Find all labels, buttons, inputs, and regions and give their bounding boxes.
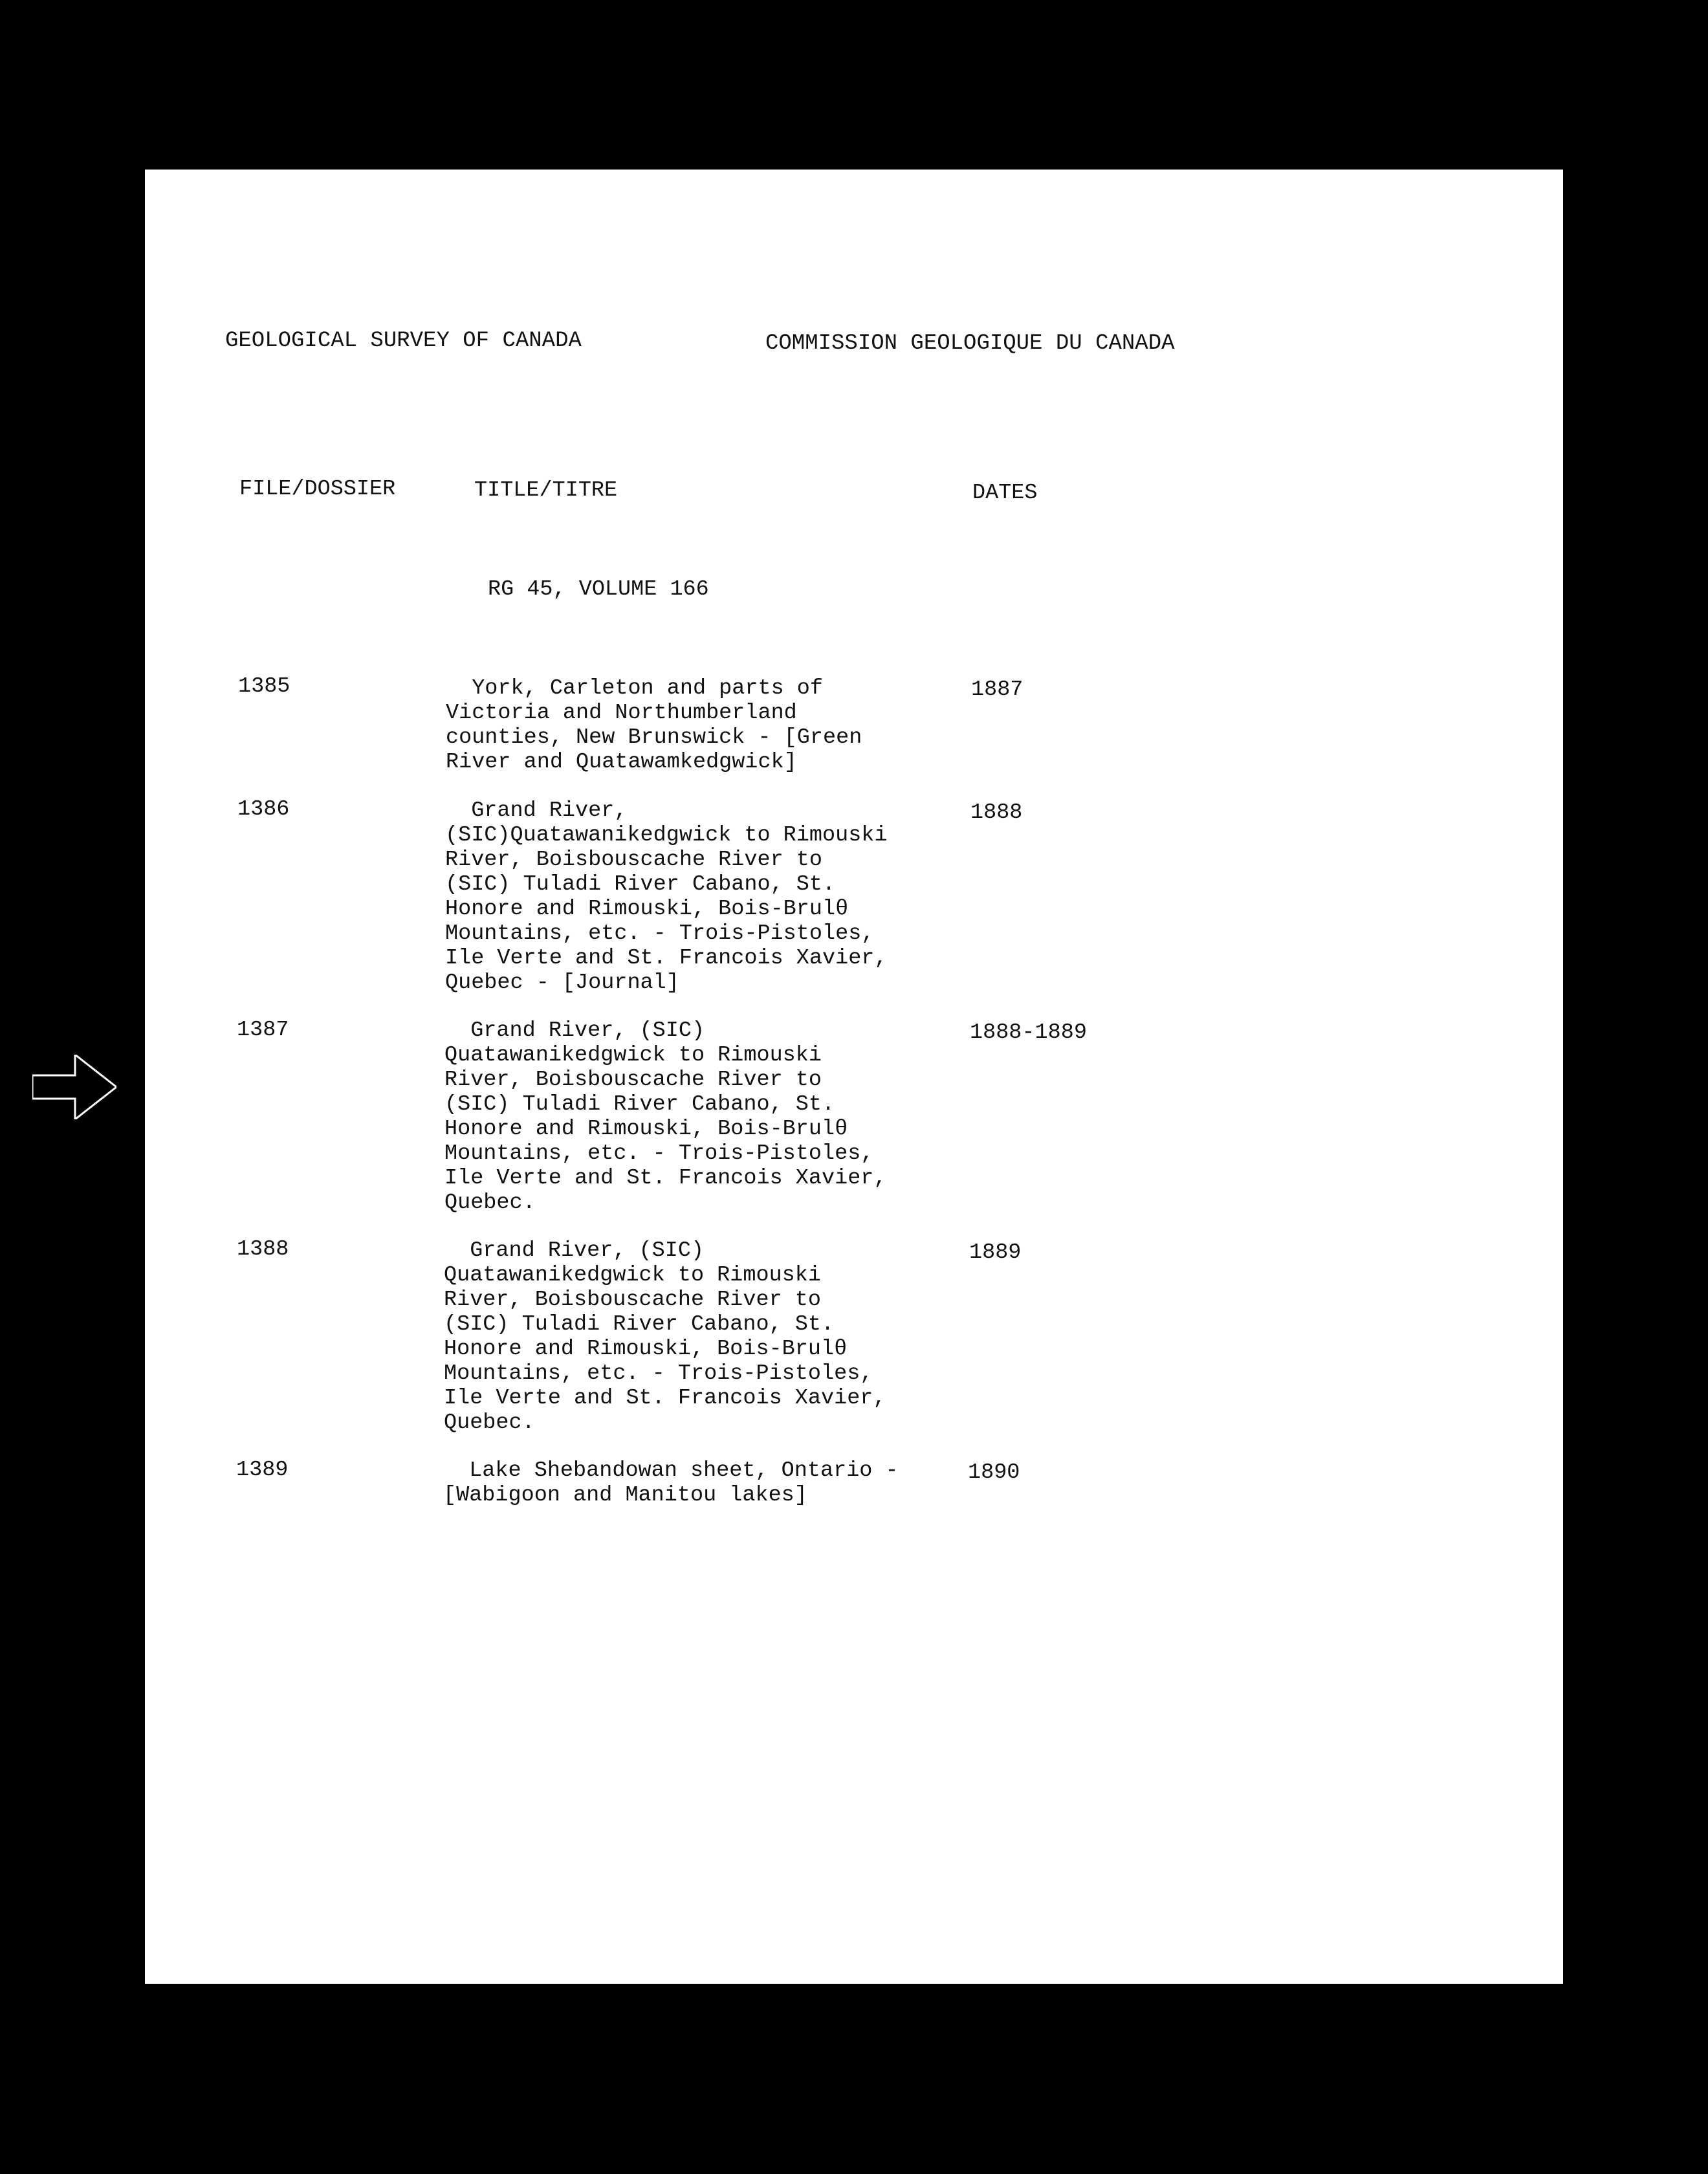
file-title: Grand River, (SIC) Quatawanikedgwick to Rimouski River, Boisbouscache River to (SIC) Tuladi River Cabano, St. Honore and Rimouski, Bois-Brulθ Mountains, etc. - Trois-Pistoles, Ile Verte and St. Francois Xavier, Quebec. bbox=[444, 1238, 886, 1435]
header-french: COMMISSION GEOLOGIQUE DU CANADA bbox=[765, 331, 1175, 356]
column-header-file: FILE/DOSSIER bbox=[239, 477, 396, 501]
file-title: York, Carleton and parts of Victoria and Northumberland counties, New Brunswick - [Green River and Quatawamkedgwick] bbox=[446, 676, 862, 774]
header-english: GEOLOGICAL SURVEY OF CANADA bbox=[225, 329, 582, 353]
column-header-title: TITLE/TITRE bbox=[474, 478, 618, 503]
file-dates: 1887 bbox=[971, 677, 1024, 702]
file-dates: 1889 bbox=[969, 1240, 1022, 1265]
volume-heading: RG 45, VOLUME 166 bbox=[488, 577, 709, 602]
file-dates: 1890 bbox=[968, 1460, 1020, 1485]
file-title: Grand River, (SIC) Quatawanikedgwick to Rimouski River, Boisbouscache River to (SIC) Tuladi River Cabano, St. Honore and Rimouski, Bois-Brulθ Mountains, etc. - Trois-Pistoles, Ile Verte and St. Francois Xavier, Quebec. bbox=[444, 1018, 887, 1215]
file-number: 1387 bbox=[237, 1018, 289, 1042]
column-header-dates: DATES bbox=[972, 481, 1038, 505]
file-number: 1386 bbox=[237, 797, 290, 822]
file-number: 1388 bbox=[237, 1237, 289, 1262]
file-dates: 1888 bbox=[970, 800, 1023, 825]
file-dates: 1888-1889 bbox=[970, 1020, 1087, 1045]
file-number: 1389 bbox=[236, 1458, 289, 1482]
file-title: Grand River, (SIC)Quatawanikedgwick to Rimouski River, Boisbouscache River to (SIC) Tuladi River Cabano, St. Honore and Rimouski, Bois-Brulθ Mountains, etc. - Trois-Pistoles, Ile Verte and St. Francois Xavier, Quebec - [Journal] bbox=[445, 798, 888, 995]
pointer-arrow-icon bbox=[32, 1055, 116, 1119]
file-title: Lake Shebandowan sheet, Ontario - [Wabigoon and Manitou lakes] bbox=[443, 1458, 899, 1508]
file-number: 1385 bbox=[238, 674, 290, 699]
